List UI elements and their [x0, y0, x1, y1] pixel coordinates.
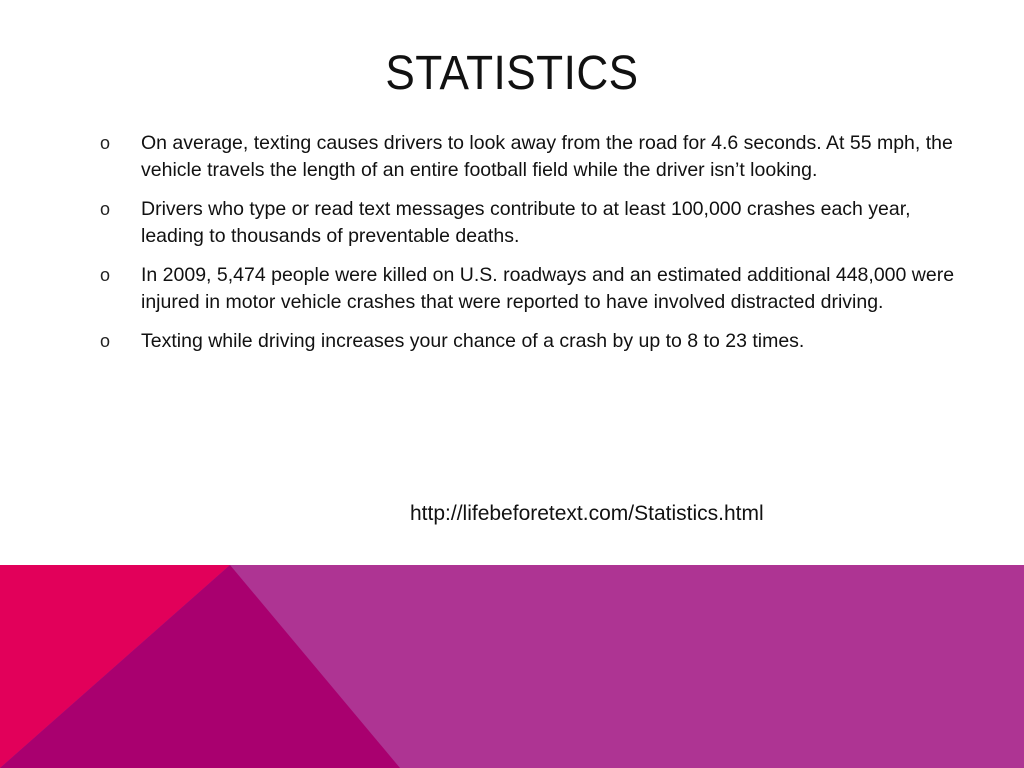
bullet-marker: o: [100, 199, 111, 219]
bullet-marker: o: [100, 265, 111, 285]
decorative-banner: [0, 565, 1024, 768]
list-item: [100, 130, 960, 184]
list-item: [100, 196, 960, 250]
list-item: [100, 262, 960, 316]
list-item: [100, 328, 960, 355]
bullet-text: In 2009, 5,474 people were killed on U.S. roadways and an estimated additional 448,000 were injured in motor vehicle crashes that were reported to have involved distracted driving.: [141, 264, 955, 313]
bullet-text: Drivers who type or read text messages contribute to at least 100,000 crashes each year, leading to thousands of preventable deaths.: [141, 198, 911, 247]
source-link[interactable]: http://lifebeforetext.com/Statistics.html: [410, 502, 764, 525]
bullet-text: Texting while driving increases your chance of a crash by up to 8 to 23 times.: [141, 330, 805, 352]
bullet-marker: o: [100, 331, 111, 351]
slide-title: STATISTICS: [385, 47, 639, 100]
bullet-marker: o: [100, 133, 111, 153]
bullet-list: [100, 130, 960, 367]
bullet-text: On average, texting causes drivers to look away from the road for 4.6 seconds. At 55 mph, the vehicle travels the length of an entire football field while the driver isn’t looking.: [141, 132, 953, 181]
